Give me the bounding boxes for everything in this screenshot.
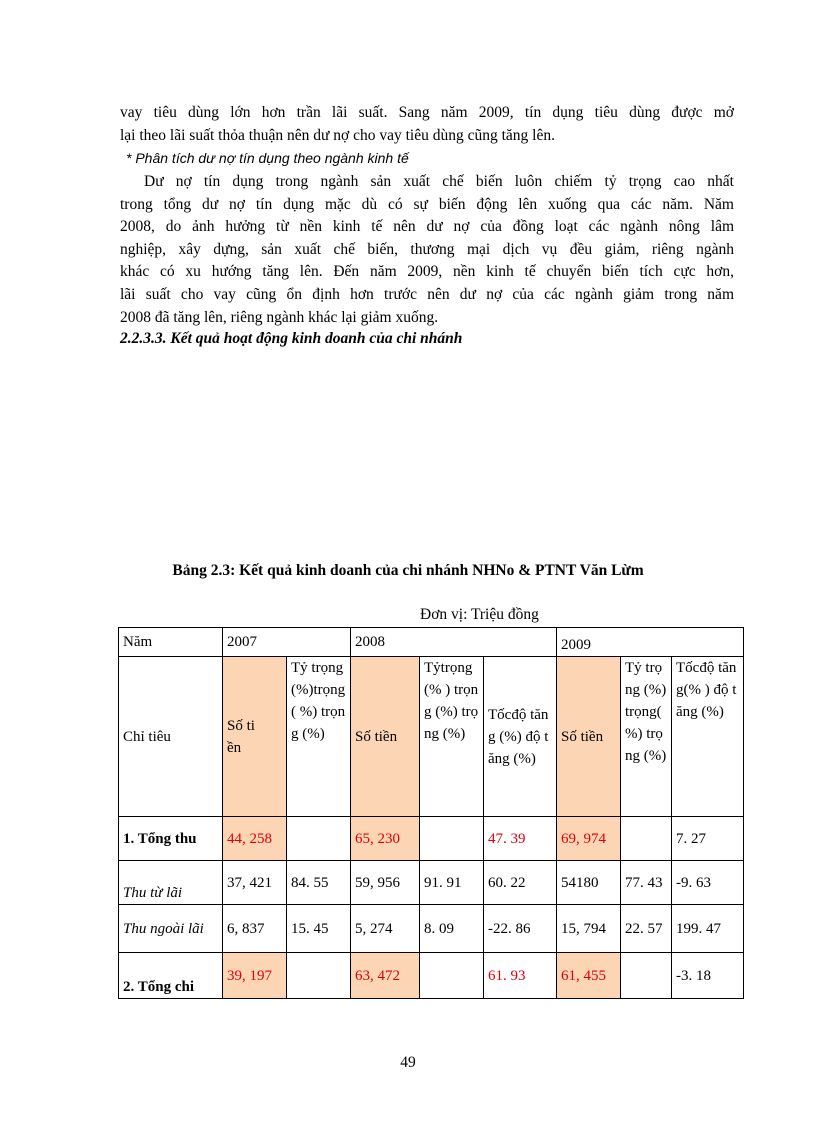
cell-share-2008: 8. 09 [420, 905, 484, 953]
cell-share-2009 [621, 953, 672, 999]
cell-amount-2007: 37, 421 [223, 861, 287, 905]
cell-share-2009: 77. 43 [621, 861, 672, 905]
cell-share-2007 [287, 953, 351, 999]
cell-share-2009 [621, 817, 672, 861]
text-line: lại theo lãi suất thỏa thuận nên dư nợ cho vay tiêu dùng cũng tăng lên. [120, 126, 555, 144]
header-amount-2007: Số tiền [223, 657, 287, 817]
cell-growth-2009: -3. 18 [672, 953, 744, 999]
text-line: 2008 đã tăng lên, riêng ngành khác lại giảm xuống. [120, 308, 439, 326]
subheading-sector-analysis: * Phân tích dư nợ tín dụng theo ngành kinh tế [126, 150, 409, 166]
cell-growth-2008: -22. 86 [484, 905, 557, 953]
cell-growth-2008: 60. 22 [484, 861, 557, 905]
cell-amount-2008: 5, 274 [351, 905, 420, 953]
header-amount-2009: Số tiền [557, 657, 621, 817]
cell-share-2008 [420, 817, 484, 861]
text-line: 2008, do ảnh hưởng từ nền kinh tế nên dư nợ của đồng loạt các ngành nông lâm [120, 218, 734, 236]
cell-amount-2007: 44, 258 [223, 817, 287, 861]
cell-amount-2009: 54180 [557, 861, 621, 905]
page-number: 49 [400, 1054, 416, 1071]
cell-amount-2008: 65, 230 [351, 817, 420, 861]
row-label: Thu từ lãi [119, 861, 223, 905]
header-amount-2008: Số tiền [351, 657, 420, 817]
cell-amount-2007: 6, 837 [223, 905, 287, 953]
year-label-cell: Năm [119, 628, 223, 657]
cell-amount-2008: 59, 956 [351, 861, 420, 905]
cell-amount-2009: 69, 974 [557, 817, 621, 861]
header-share-2007: Tỷ trọng (%)trọng( %) trọng (%) [287, 657, 351, 817]
header-growth-2008: Tốcđộ tăng (%) độ tăng (%) [484, 657, 557, 817]
table-row [119, 905, 744, 953]
header-share-2008: Tỷtrọng(% ) trọng (%) trọng (%) [420, 657, 484, 817]
paragraph-consumer-credit [120, 102, 734, 147]
cell-growth-2008: 47. 39 [484, 817, 557, 861]
cell-growth-2009: 199. 47 [672, 905, 744, 953]
cell-growth-2008: 61. 93 [484, 953, 557, 999]
cell-amount-2009: 61, 455 [557, 953, 621, 999]
cell-share-2007: 15. 45 [287, 905, 351, 953]
table-row [119, 657, 744, 817]
text-line: trong tổng dư nợ tín dụng mặc dù có sự biến động lên xuống qua các năm. Năm [120, 195, 734, 213]
cell-share-2007 [287, 817, 351, 861]
cell-share-2009: 22. 57 [621, 905, 672, 953]
cell-share-2008 [420, 953, 484, 999]
cell-growth-2009: 7. 27 [672, 817, 744, 861]
year-2008-cell: 2008 [351, 628, 557, 657]
text-line: khác có xu hướng tăng lên. Đến năm 2009, nền kinh tế chuyển biến tích cực hơn, [120, 263, 734, 281]
table-row [119, 817, 744, 861]
table-row [119, 628, 744, 657]
cell-amount-2008: 63, 472 [351, 953, 420, 999]
text-line: nghiệp, xây dựng, sản xuất chế biến, thương mại dịch vụ đều giảm, riêng ngành [120, 240, 734, 258]
text-line: Dư nợ tín dụng trong ngành sản xuất chế biến luôn chiếm tỷ trọng cao nhất [144, 173, 734, 190]
row-label: Thu ngoài lãi [119, 905, 223, 953]
table-caption: Bảng 2.3: Kết quả kinh doanh của chi nhánh NHNo & PTNT Văn Lừm [172, 562, 644, 579]
indicator-label-cell: Chỉ tiêu [119, 657, 223, 817]
cell-growth-2009: -9. 63 [672, 861, 744, 905]
table-row [119, 861, 744, 905]
header-growth-2009: Tốcđộ tăng(% ) độ tăng (%) [672, 657, 744, 817]
row-label: 2. Tổng chi [119, 953, 223, 999]
business-results-table [118, 627, 744, 999]
row-label: 1. Tổng thu [119, 817, 223, 861]
header-share-2009: Tỷ trọng (%)trọng( %) trọng (%) [621, 657, 672, 817]
cell-share-2007: 84. 55 [287, 861, 351, 905]
table-unit: Đơn vị: Triệu đồng [420, 606, 539, 623]
table-row [119, 953, 744, 999]
year-2009-cell: 2009 [557, 628, 744, 657]
text-line: lãi suất cho vay cũng ổn định hơn trước nên dư nợ của các ngành giảm trong năm [120, 285, 734, 303]
year-2007-cell: 2007 [223, 628, 351, 657]
cell-amount-2007: 39, 197 [223, 953, 287, 999]
paragraph-sector-credit [120, 171, 734, 329]
section-heading: 2.2.3.3. Kết quả hoạt động kinh doanh của chi nhánh [120, 330, 463, 347]
text-line: vay tiêu dùng lớn hơn trần lãi suất. Sang năm 2009, tín dụng tiêu dùng được mở [120, 104, 734, 121]
cell-share-2008: 91. 91 [420, 861, 484, 905]
cell-amount-2009: 15, 794 [557, 905, 621, 953]
